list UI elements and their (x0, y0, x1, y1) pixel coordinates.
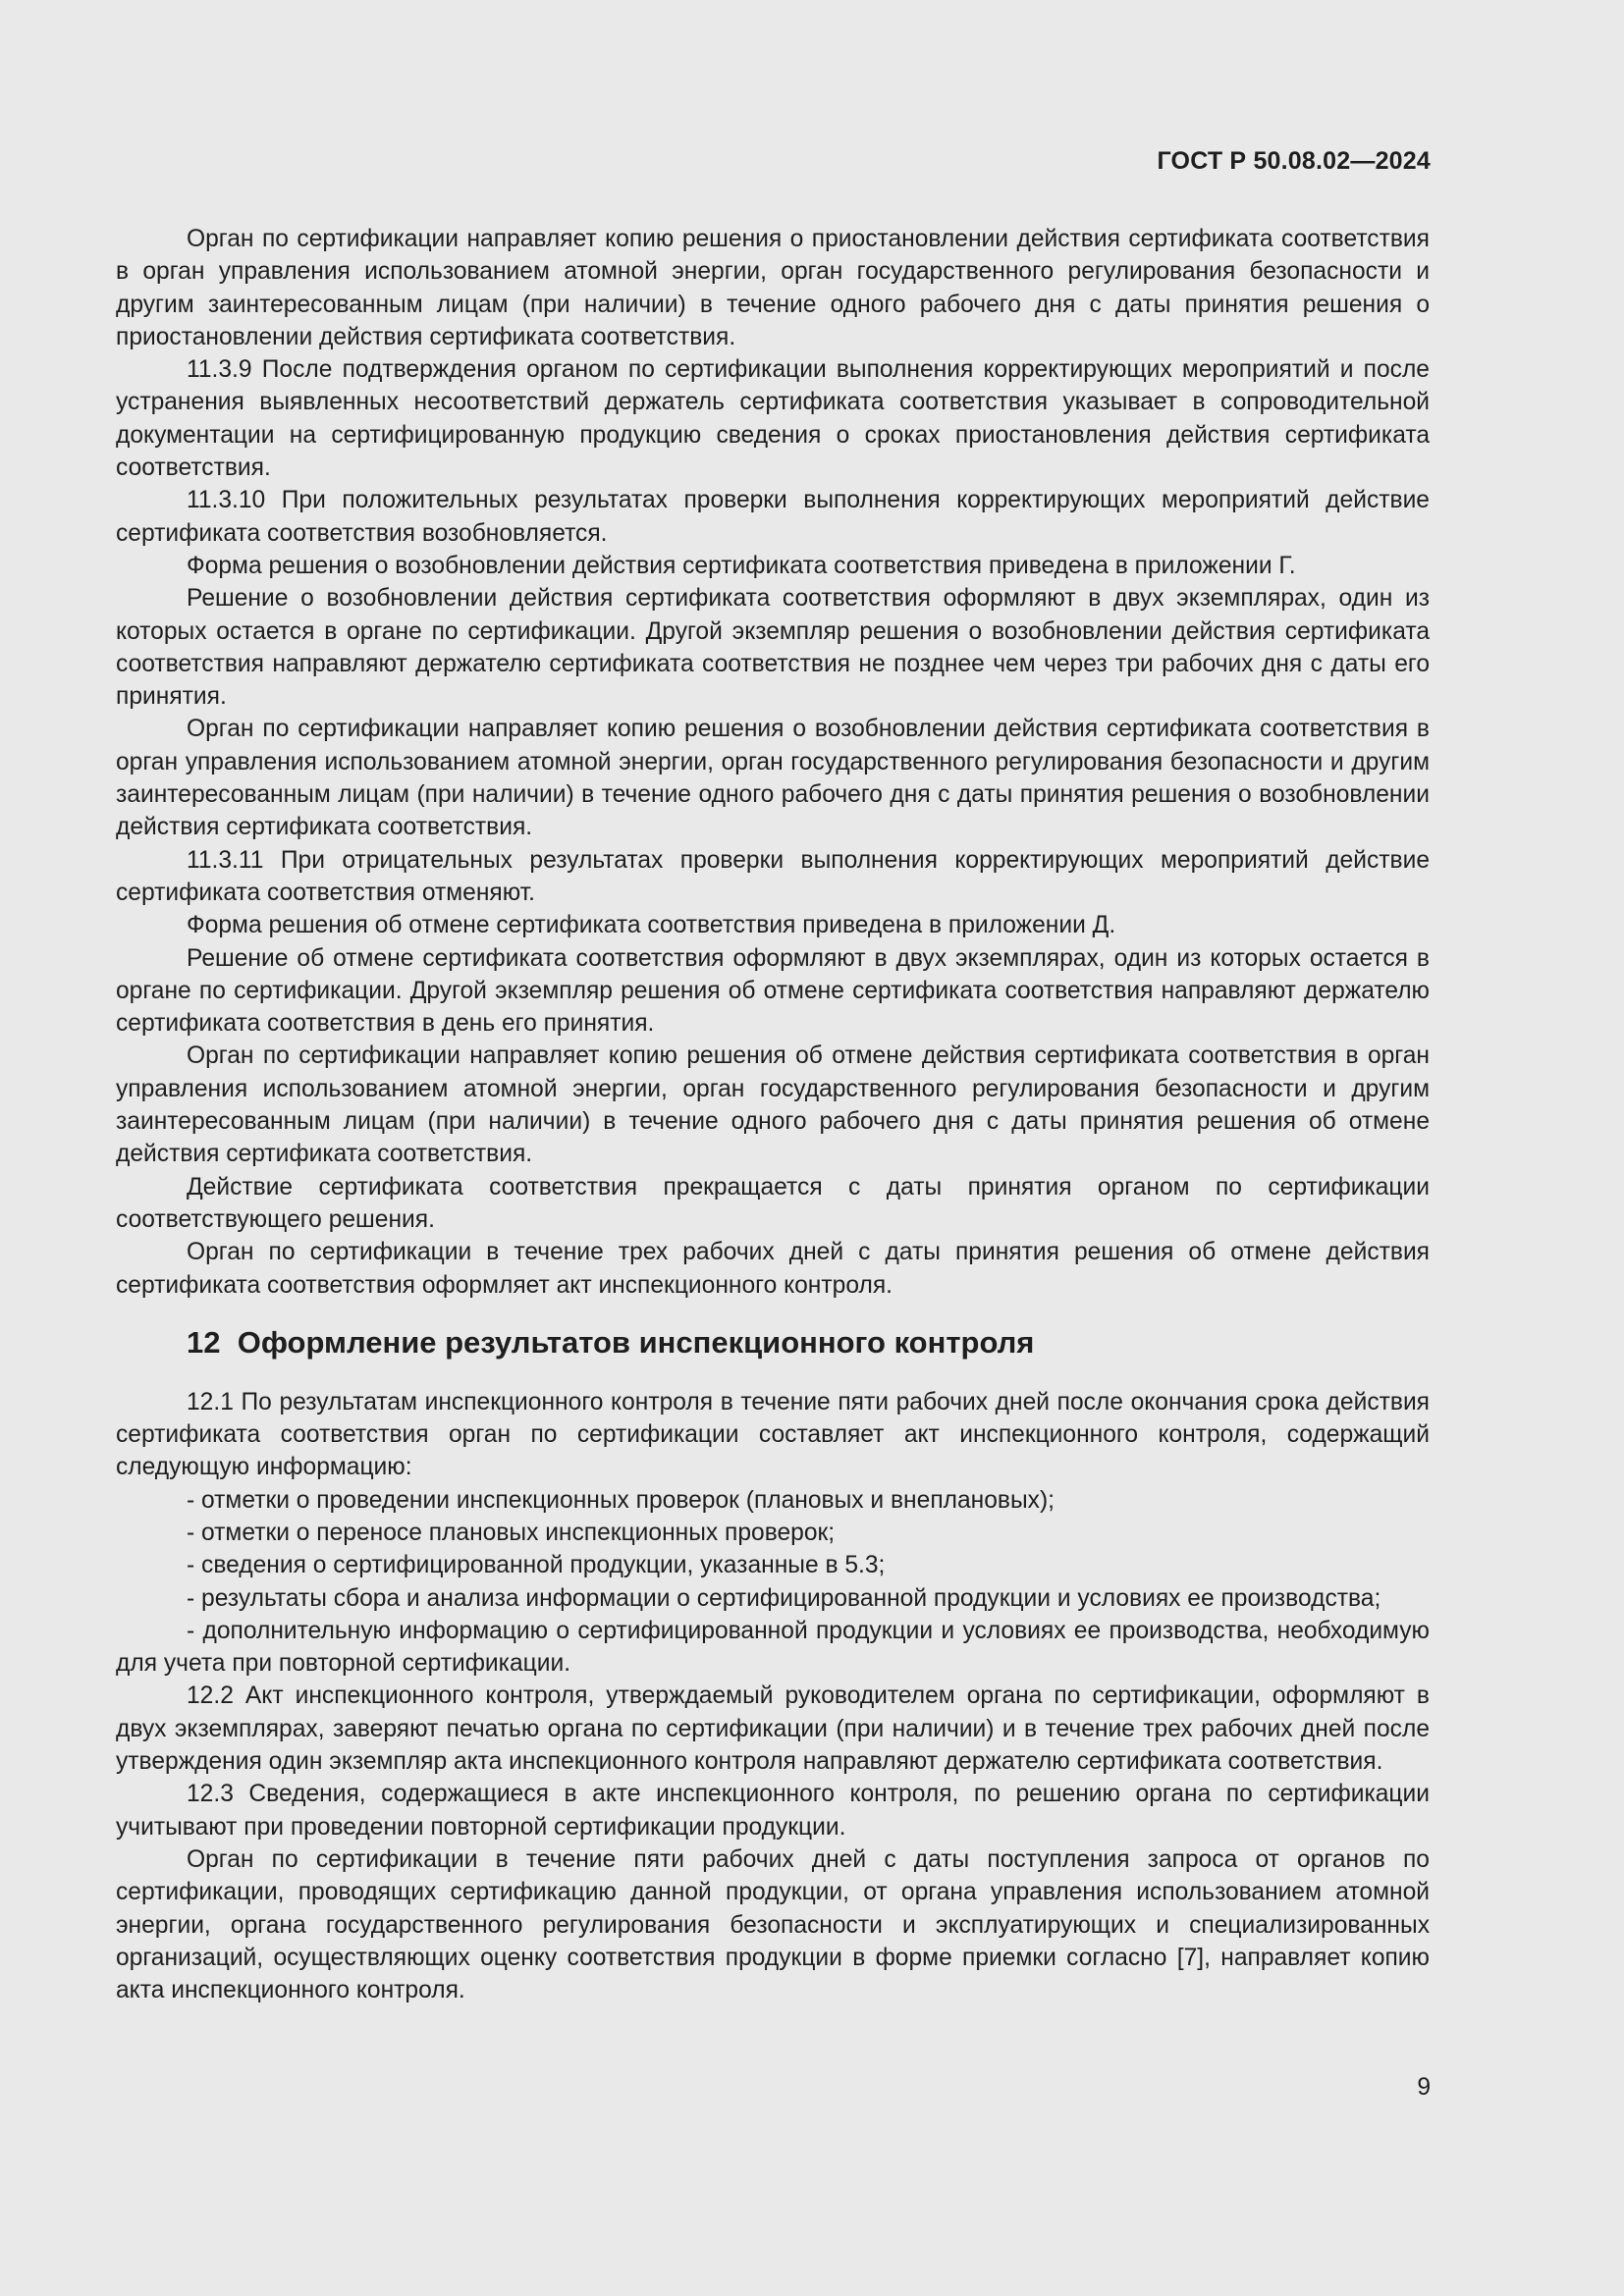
paragraph: Орган по сертификации в течение пяти рабочих дней с даты поступления запроса от органов по сертификации, проводящих сертификацию данной продукции, от органа управления использованием атомной энергии, органа государственного регулирования безопасности и эксплуатирующих и специализированных организаций, осуществляющих оценку соответствия продукции в форме приемки согласно [7], направляет копию акта инспекционного контроля. (116, 1845, 1430, 2004)
document-body (116, 223, 1430, 2006)
page-number: 9 (1417, 2074, 1431, 2101)
paragraph: Решение о возобновлении действия сертификата соответствия оформляют в двух экземплярах, один из которых остается в органе по сертификации. Другой экземпляр решения о возобновлении действия сертификата соответствия направляют держателю сертификата соответствия не позднее чем через три рабочих дня с даты его принятия. (116, 585, 1430, 711)
list-item: - отметки о переносе плановых инспекционных проверок; (187, 1519, 836, 1546)
paragraph-11-3-9: 11.3.9 После подтверждения органом по сертификации выполнения корректирующих мероприятий и после устранения выявленных несоответствий держатель сертификата соответствия указывает в сопроводительной документации на сертифицированную продукцию сведения о сроках приостановления действия сертификата соответствия. (116, 356, 1430, 482)
paragraph-12-3: 12.3 Сведения, содержащиеся в акте инспекционного контроля, по решению органа по сертификации учитывают при проведении повторной сертификации продукции. (116, 1781, 1430, 1841)
list-item: - отметки о проведении инспекционных проверок (плановых и внеплановых); (187, 1486, 1055, 1514)
paragraph: Решение об отмене сертификата соответствия оформляют в двух экземплярах, один из которых остается в органе по сертификации. Другой экземпляр решения об отмене сертификата соответствия направляют держателю сертификата соответствия в день его принятия. (116, 944, 1430, 1038)
paragraph-12-2: 12.2 Акт инспекционного контроля, утверждаемый руководителем органа по сертификации, оформляют в двух экземплярах, заверяют печатью органа по сертификации (при наличии) и в течение трех рабочих дней после утверждения один экземпляр акта инспекционного контроля направляют держателю сертификата соответствия. (116, 1682, 1430, 1776)
list-item: - дополнительную информацию о сертифицированной продукции и условиях ее производства, необходимую для учета при повторной сертификации. (116, 1617, 1430, 1678)
list-item: - результаты сбора и анализа информации о сертифицированной продукции и условиях ее производства; (187, 1584, 1381, 1612)
standard-code-header: ГОСТ Р 50.08.02—2024 (1157, 147, 1431, 175)
paragraph: Орган по сертификации направляет копию решения о приостановлении действия сертификата соответствия в орган управления использованием атомной энергии, орган государственного регулирования безопасности и другим заинтересованным лицам (при наличии) в течение одного рабочего дня с даты принятия решения о приостановлении действия сертификата соответствия. (116, 226, 1430, 350)
paragraph: Орган по сертификации направляет копию решения о возобновлении действия сертификата соответствия в орган управления использованием атомной энергии, орган государственного регулирования безопасности и другим заинтересованным лицам (при наличии) в течение одного рабочего дня с даты принятия решения о возобновлении действия сертификата соответствия. (116, 716, 1430, 841)
paragraph: Орган по сертификации в течение трех рабочих дней с даты принятия решения об отмене действия сертификата соответствия оформляет акт инспекционного контроля. (116, 1239, 1430, 1299)
section-number: 12 (187, 1324, 221, 1360)
paragraph-11-3-10: 11.3.10 При положительных результатах проверки выполнения корректирующих мероприятий действие сертификата соответствия возобновляется. (116, 487, 1430, 547)
paragraph-11-3-11: 11.3.11 При отрицательных результатах проверки выполнения корректирующих мероприятий действие сертификата соответствия отменяют. (116, 846, 1430, 906)
paragraph: Форма решения о возобновлении действия сертификата соответствия приведена в приложении Г. (187, 552, 1296, 579)
paragraph: Действие сертификата соответствия прекращается с даты принятия органом по сертификации соответствующего решения. (116, 1173, 1430, 1233)
list-item: - сведения о сертифицированной продукции, указанные в 5.3; (187, 1552, 886, 1579)
paragraph: Форма решения об отмене сертификата соответствия приведена в приложении Д. (187, 912, 1116, 939)
paragraph-12-1: 12.1 По результатам инспекционного контроля в течение пяти рабочих дней после окончания срока действия сертификата соответствия орган по сертификации составляет акт инспекционного контроля, содержащий следующую информацию: (116, 1388, 1430, 1481)
paragraph: Орган по сертификации направляет копию решения об отмене действия сертификата соответствия в орган управления использованием атомной энергии, орган государственного регулирования безопасности и другим заинтересованным лицам (при наличии) в течение одного рабочего дня с даты принятия решения об отмене действия сертификата соответствия. (116, 1042, 1430, 1168)
section-heading (116, 1323, 1430, 1362)
section-title: Оформление результатов инспекционного контроля (237, 1324, 1035, 1360)
